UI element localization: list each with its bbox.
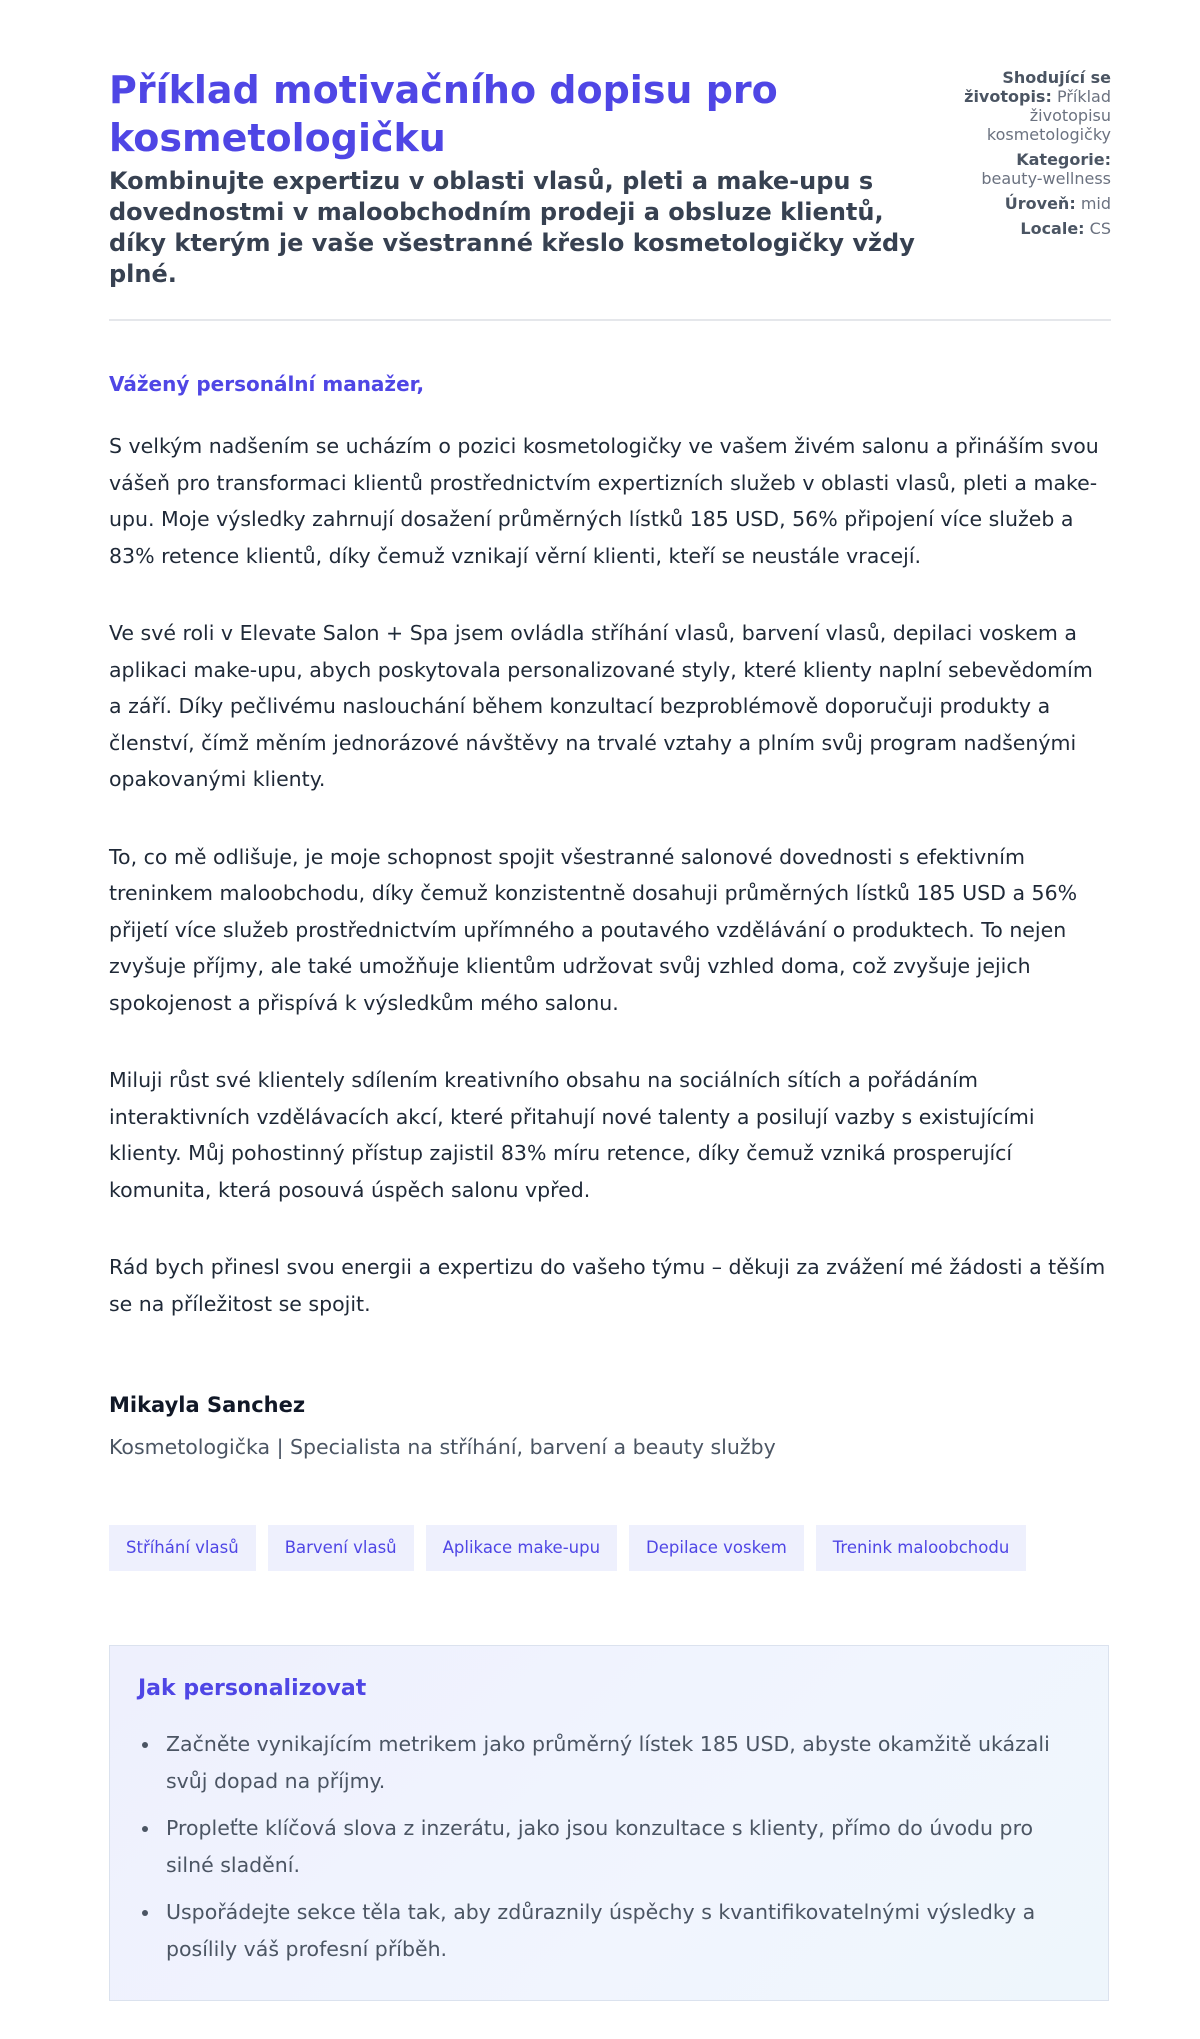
letter-paragraph: Miluji růst své klientely sdílením kreativního obsahu na sociálních sítích a pořádáním interaktivních vzdělávacích akcí, které přitahují nové talenty a posilují vazby s existujícími klienty. Můj pohostinný přístup zajistil 83% míru retence, díky čemuž vzniká prosperující komunita, která posouvá úspěch salonu vpřed. [109, 1068, 1035, 1202]
letter-paragraph: Ve své roli v Elevate Salon + Spa jsem ovládla stříhání vlasů, barvení vlasů, depilaci voskem a aplikaci make-upu, abych poskytovala personalizované styly, které klienty naplní sebevědomím a září. Díky pečlivému naslouchání během konzultací bezproblémově doporučuji produkty a členství, čímž měním jednorázové návštěvy na trvalé vztahy a plním svůj program nadšenými opakovanými klienty. [109, 621, 1093, 791]
letter-salutation: Vážený personální manažer, [109, 372, 425, 396]
tip-item [166, 1726, 1080, 1800]
tip-text: Propleťte klíčová slova z inzerátu, jako jsou konzultace s klienty, přímo do úvodu pro silné sladění. [166, 1816, 1034, 1877]
skill-tag: Barvení vlasů [268, 1525, 414, 1571]
tips-title: Jak personalizovat [138, 1676, 367, 1701]
letter-body [109, 428, 1111, 1363]
skill-tag: Trenink maloobchodu [816, 1525, 1027, 1571]
tips-list [138, 1726, 1080, 1968]
meta-panel [911, 68, 1111, 244]
letter-paragraph: To, co mě odlišuje, je moje schopnost spojit všestranné salonové dovednosti s efektivním treninkem maloobchodu, díky čemuž konzistentně dosahuji průměrných lístků 185 USD a 56% přijetí více služeb prostřednictvím upřímného a poutavého vzdělávání o produktech. To nejen zvyšuje příjmy, ale také umožňuje klientům udržovat svůj vzhled doma, což zvyšuje jejich spokojenost a přispívá k výsledkům mého salonu. [109, 844, 1078, 1015]
page-subtitle: Kombinujte expertizu v oblasti vlasů, pleti a make-upu s dovednostmi v maloobchodním prodeji a obsluze klientů, díky kterým je vaše všestranné křeslo kosmetologičky vždy plné. [109, 167, 915, 288]
bullet-icon [142, 1742, 148, 1748]
letter-paragraph: S velkým nadšením se ucházím o pozici kosmetologičky ve vašem živém salonu a přináším svou vášeň pro transformaci klientů prostřednictvím expertizních služeb v oblasti vlasů, pleti a make-upu. Moje výsledky zahrnují dosažení průměrných lístků 185 USD, 56% připojení více služeb a 83% retence klientů, díky čemuž vznikají věrní klienti, kteří se neustále vracejí. [109, 434, 1099, 568]
header-divider [109, 319, 1111, 321]
signature-name: Mikayla Sanchez [109, 1393, 306, 1417]
bullet-icon [142, 1910, 148, 1916]
meta-locale [911, 219, 1111, 238]
tip-text: Uspořádejte sekce těla tak, aby zdůraznily úspěchy s kvantifikovatelnými výsledky a posílily váš profesní příběh. [166, 1900, 1036, 1961]
meta-category [911, 150, 1111, 188]
meta-level-value: mid [1080, 194, 1111, 213]
tip-item [166, 1894, 1080, 1968]
page-title: Příklad motivačního dopisu pro kosmetologičku [109, 68, 778, 160]
personalize-tips-box [109, 1645, 1109, 2001]
meta-category-value: beauty-wellness [981, 169, 1111, 188]
tip-text: Začněte vynikajícím metrikem jako průměrný lístek 185 USD, abyste okamžitě ukázali svůj dopad na příjmy. [166, 1732, 1050, 1793]
page-header [109, 66, 1111, 290]
meta-locale-value: CS [1089, 219, 1111, 238]
meta-level [911, 194, 1111, 213]
skill-tag: Depilace voskem [629, 1525, 804, 1571]
meta-category-label: Kategorie: [1016, 150, 1111, 169]
skill-tags [109, 1525, 1026, 1571]
tip-item [166, 1810, 1080, 1884]
meta-level-label: Úroveň: [1004, 194, 1076, 213]
skill-tag: Aplikace make-upu [426, 1525, 617, 1571]
letter-paragraph: Rád bych přinesl svou energii a expertizu do vašeho týmu – děkuji za zvážení mé žádosti a těším se na příležitost se spojit. [109, 1255, 1106, 1316]
bullet-icon [142, 1826, 148, 1832]
signature-role: Kosmetologička | Specialista na stříhání, barvení a beauty služby [109, 1435, 776, 1459]
meta-resume-label: Shodující se životopis: [964, 68, 1111, 106]
meta-resume-value[interactable]: Příklad životopisu kosmetologičky [986, 87, 1111, 144]
skill-tag: Stříhání vlasů [109, 1525, 256, 1571]
meta-locale-label: Locale: [1020, 219, 1085, 238]
meta-resume [911, 68, 1111, 144]
